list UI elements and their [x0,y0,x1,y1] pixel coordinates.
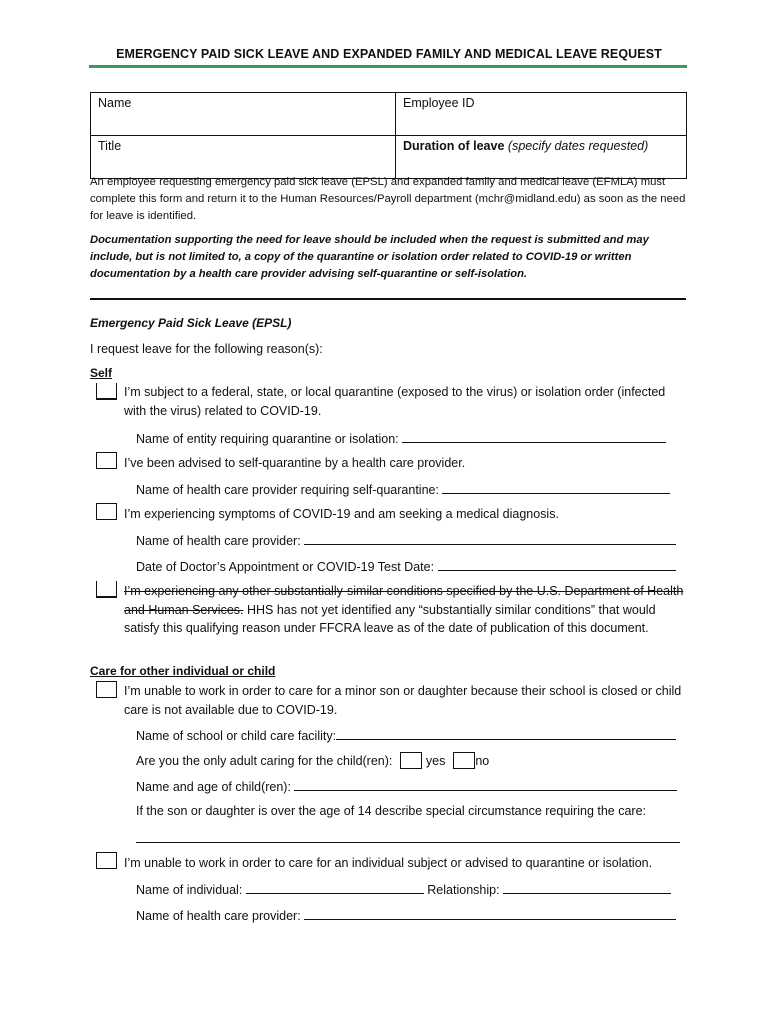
quarantine-entity-label: Name of entity requiring quarantine or isolation: [136,432,399,446]
individual-label: Name of individual: [136,883,243,897]
self-quarantine-provider-label: Name of health care provider requiring self-quarantine: [136,483,439,497]
individual-field[interactable] [136,881,671,897]
form-title: EMERGENCY PAID SICK LEAVE AND EXPANDED FAMILY AND MEDICAL LEAVE REQUEST [116,47,662,61]
test-date-field[interactable] [136,558,676,574]
documentation-note: Documentation supporting the need for leave should be included when the request is submitted and may include, but is not limited to, a copy of the quarantine or isolation order related to COVID-19 or written documentation by a health care provider advising self-quarantine or self-isolation. [90,234,649,280]
symptoms-checkbox[interactable] [96,503,117,520]
test-date-label: Date of Doctor’s Appointment or COVID-19 Test Date: [136,560,435,574]
no-label: no [475,754,490,768]
children-line[interactable] [294,778,677,791]
individual-quarantine-text: I’m unable to work in order to care for an individual subject or advised to quarantine or isolation. [124,856,653,870]
symptoms-provider-field[interactable] [136,532,676,548]
school-field[interactable] [136,727,676,743]
request-reasons-line: I request leave for the following reason(s): [90,342,323,356]
no-checkbox[interactable] [453,752,475,769]
individual-quarantine-checkbox[interactable] [96,852,117,869]
similar-conditions-struck: I’m experiencing any other substantially-similar conditions specified by the U.S. Department of Health and Human Services. [124,584,684,617]
symptoms-provider-label: Name of health care provider: [136,534,301,548]
individual-line[interactable] [246,881,424,894]
similar-conditions-text [124,582,688,638]
children-field[interactable] [136,778,677,794]
self-quarantine-provider-line[interactable] [442,481,670,494]
school-closed-checkbox[interactable] [96,681,117,698]
name-field[interactable] [91,93,396,136]
yes-checkbox[interactable] [400,752,422,769]
name-label: Name [98,96,132,110]
school-closed-text: I’m unable to work in order to care for a minor son or daughter because their school is closed or child care is not available due to COVID-19. [124,684,682,717]
similar-conditions-checkbox[interactable] [96,581,117,598]
employee-id-field[interactable] [396,93,687,136]
title-field[interactable] [91,136,396,179]
employee-id-label: Employee ID [403,96,475,110]
title-label: Title [98,139,122,153]
over-14-label: If the son or daughter is over the age of 14 describe special circumstance requiring the care: [136,804,647,818]
relationship-line[interactable] [503,881,671,894]
intro-paragraph: An employee requesting emergency paid sick leave (EPSL) and expanded family and medical leave (EFMLA) must complete this form and return it to the Human Resources/Payroll department (mchr@midland.edu) as soon as the need for leave is identified. [90,176,686,222]
quarantine-entity-line[interactable] [402,430,666,443]
school-label: Name of school or child care facility: [136,729,337,743]
self-quarantine-text: I’ve been advised to self-quarantine by a health care provider. [124,456,466,470]
duration-field[interactable] [396,136,687,179]
similar-conditions-note: HHS has not yet identified any “substantially similar conditions” that would satisfy this qualifying reason under FFCRA leave as of the date of publication of this document. [124,602,656,635]
over-14-field[interactable] [136,830,680,846]
only-adult-label: Are you the only adult caring for the child(ren): [136,754,393,768]
self-heading: Self [90,366,113,380]
quarantine-entity-field[interactable] [136,430,666,446]
quarantine-order-text: I’m subject to a federal, state, or local quarantine (exposed to the virus) or isolation order (infected with the virus) related to COVID-19. [124,385,666,418]
care-provider-line[interactable] [304,907,676,920]
epsl-heading: Emergency Paid Sick Leave (EPSL) [90,316,292,330]
care-provider-field[interactable] [136,907,676,923]
children-label: Name and age of child(ren): [136,780,291,794]
care-provider-label: Name of health care provider: [136,909,301,923]
duration-hint: (specify dates requested) [507,139,649,153]
self-quarantine-checkbox[interactable] [96,452,117,469]
symptoms-provider-line[interactable] [304,532,676,545]
over-14-line[interactable] [136,830,680,843]
only-adult-field [136,752,489,769]
duration-label: Duration of leave [403,139,505,153]
relationship-label: Relationship: [427,883,500,897]
self-quarantine-provider-field[interactable] [136,481,670,497]
symptoms-text: I’m experiencing symptoms of COVID-19 and am seeking a medical diagnosis. [124,507,559,521]
care-heading: Care for other individual or child [90,664,276,678]
yes-label: yes [425,754,446,768]
title-underline [89,65,687,68]
test-date-line[interactable] [438,558,676,571]
employee-info-table [90,92,687,179]
school-line[interactable] [336,727,676,740]
section-divider [90,298,686,300]
quarantine-order-checkbox[interactable] [96,383,117,400]
